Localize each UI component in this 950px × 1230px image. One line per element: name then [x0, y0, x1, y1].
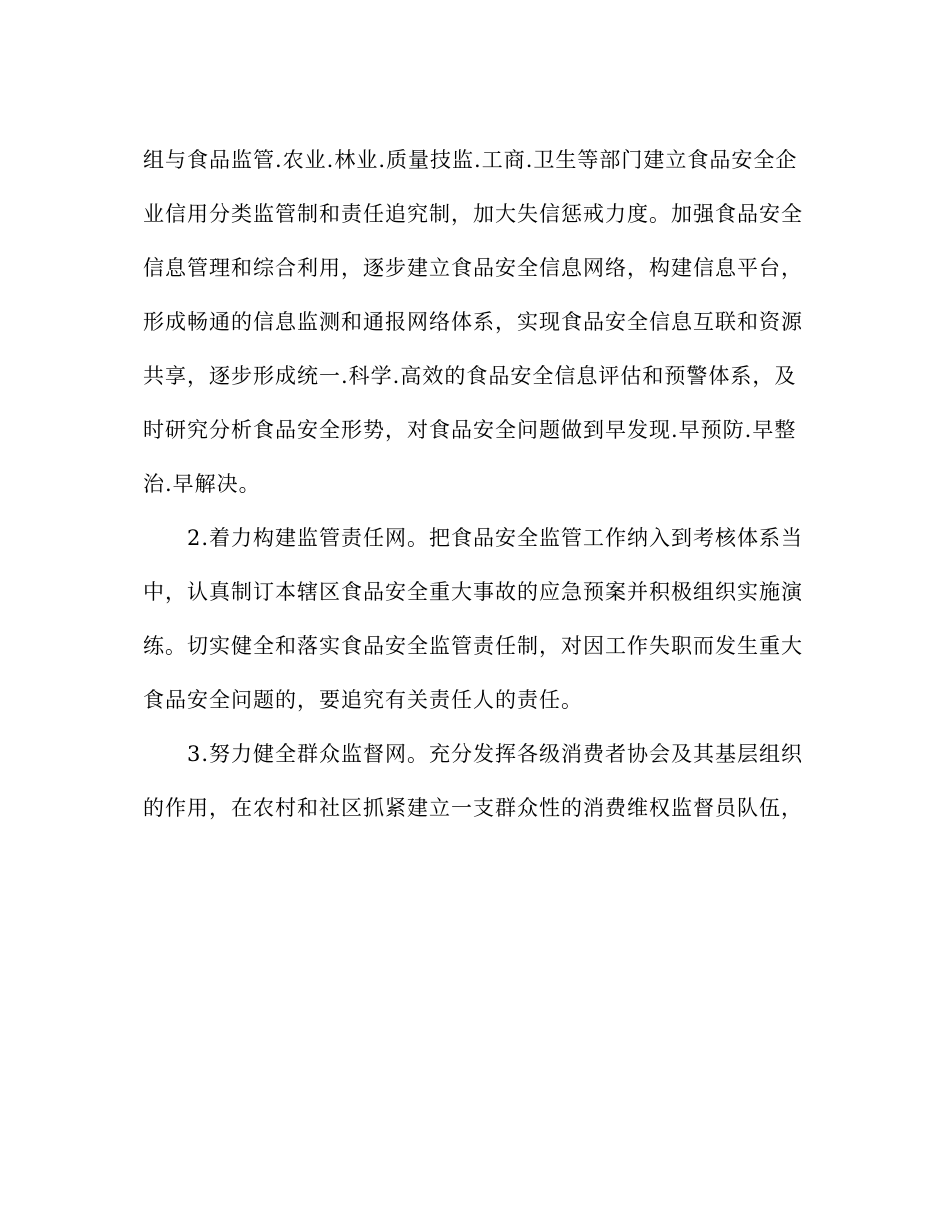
text-line: 食品安全问题的，要追究有关责任人的责任。: [143, 688, 583, 712]
paragraph-3-first-line: 3.努力健全群众监督网。充分发挥各级消费者协会及其基层组织: [187, 742, 804, 766]
text-line: 业信用分类监管制和责任追究制，加大失信惩戒力度。加强食品安全: [143, 202, 803, 226]
text-line: 组与食品监管.农业.林业.质量技监.工商.卫生等部门建立食品安全企: [143, 148, 798, 172]
text-line: 练。切实健全和落实食品安全监管责任制，对因工作失职而发生重大: [143, 634, 803, 658]
document-body: [143, 138, 803, 840]
text-line: 形成畅通的信息监测和通报网络体系，实现食品安全信息互联和资源: [143, 310, 803, 334]
text-line: 共享，逐步形成统一.科学.高效的食品安全信息评估和预警体系，及: [143, 364, 797, 388]
text-line: 中，认真制订本辖区食品安全重大事故的应急预案并积极组织实施演: [143, 580, 803, 604]
text-line: 治.早解决。: [143, 472, 261, 496]
text-line: 的作用，在农村和社区抓紧建立一支群众性的消费维权监督员队伍，: [143, 796, 803, 820]
text-line: 时研究分析食品安全形势，对食品安全问题做到早发现.早预防.早整: [143, 418, 797, 442]
paragraph-2-first-line: 2.着力构建监管责任网。把食品安全监管工作纳入到考核体系当: [187, 526, 804, 550]
text-line: 信息管理和综合利用，逐步建立食品安全信息网络，构建信息平台，: [143, 256, 803, 280]
